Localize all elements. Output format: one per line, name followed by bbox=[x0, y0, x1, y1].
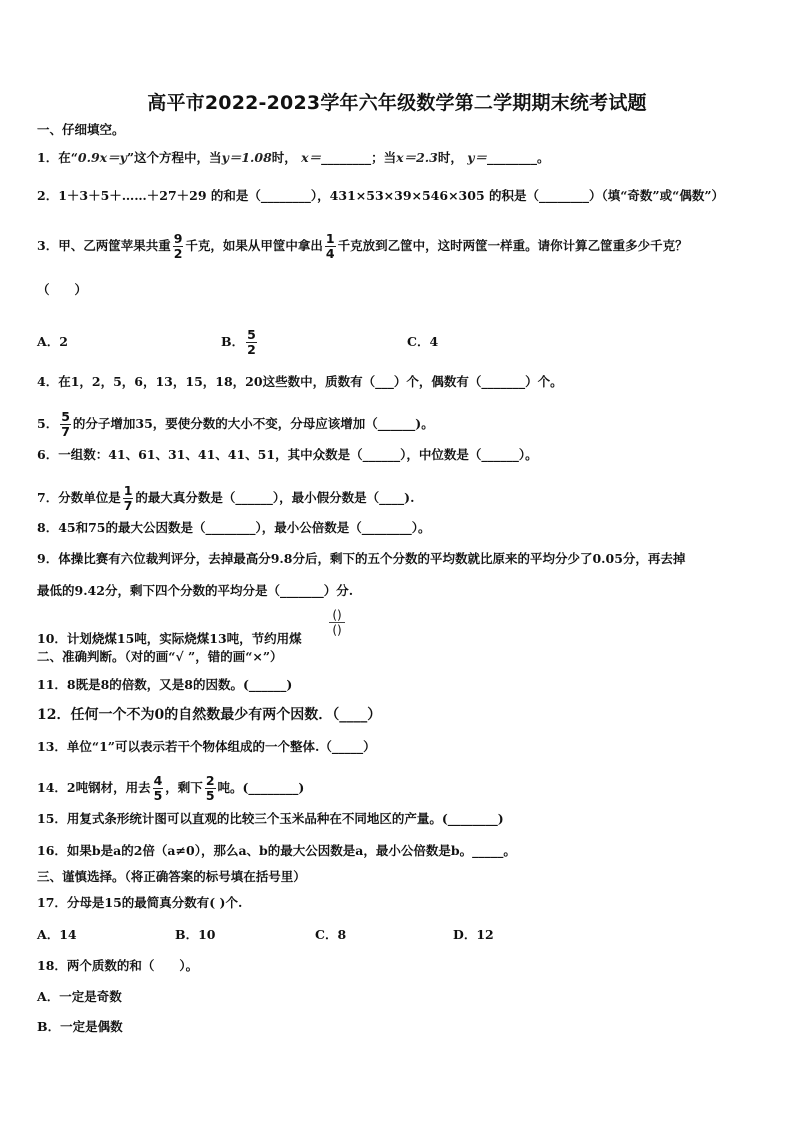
q3-option-b bbox=[221, 328, 407, 357]
question-9-line-2: 最低的9.42分，剩下四个分数的平均分是（_______）分. bbox=[37, 583, 354, 598]
q1-y-value: y＝1.08 bbox=[221, 150, 272, 165]
fraction-numerator: 2 bbox=[205, 773, 215, 788]
q1-text-e: 时， bbox=[437, 150, 463, 165]
question-13: 13．单位“1”可以表示若干个物体组成的一个整体.（_____） bbox=[37, 739, 376, 754]
q3-option-a: A．2 bbox=[37, 334, 68, 349]
fraction-denominator: 4 bbox=[325, 246, 335, 261]
q18-option-a: A．一定是奇数 bbox=[37, 989, 122, 1004]
q17-options bbox=[37, 927, 772, 943]
q7-fraction bbox=[123, 484, 134, 513]
fraction-denominator: 5 bbox=[205, 788, 215, 803]
fraction-numerator: () bbox=[329, 608, 345, 623]
q18-option-b: B．一定是偶数 bbox=[37, 1019, 123, 1034]
q3-fraction-moved bbox=[325, 232, 336, 261]
section-heading-1: 一、仔细填空。 bbox=[37, 122, 125, 137]
q3-text-a: 3．甲、乙两筐苹果共重 bbox=[37, 238, 171, 253]
q1-text-a: 1．在“ bbox=[37, 150, 78, 165]
q17-option-b: B．10 bbox=[175, 927, 216, 942]
q3-text-c: 千克放到乙筐中，这时两筐一样重。请你计算乙筐重多少千克？ bbox=[337, 238, 688, 253]
q1-equation: 0.9x＝y bbox=[77, 150, 127, 165]
q10-fraction bbox=[329, 608, 345, 637]
q14-text-b: ，剩下 bbox=[165, 780, 203, 795]
section-heading-2: 二、准确判断。（对的画“√ ”，错的画“×”） bbox=[37, 649, 283, 664]
q3-options bbox=[37, 328, 772, 357]
question-15: 15．用复式条形统计图可以直观的比较三个玉米品种在不同地区的产量。(________) bbox=[37, 811, 504, 826]
question-10: 10．计划烧煤15吨，实际烧煤13吨，节约用煤 bbox=[37, 631, 302, 646]
question-2: 2．1＋3＋5＋……＋27＋29 的和是（________），431×53×39×546×305 的积是（________）（填“奇数”或“偶数”） bbox=[37, 188, 725, 203]
q3-fraction-total bbox=[173, 232, 184, 261]
q14-fraction-left bbox=[205, 774, 216, 803]
q17-option-d: D．12 bbox=[453, 927, 494, 942]
question-9-line-1: 9．体操比赛有六位裁判评分，去掉最高分9.8分后，剩下的五个分数的平均数就比原来的平均分少了0.05分，再去掉 bbox=[37, 551, 686, 566]
q17-option-a: A．14 bbox=[37, 927, 77, 942]
q14-text-c: 吨。(________) bbox=[217, 780, 305, 795]
section-heading-3: 三、谨慎选择。（将正确答案的标号填在括号里） bbox=[37, 869, 306, 884]
fraction-numerator: 9 bbox=[173, 231, 183, 246]
question-17: 17．分母是15的最简真分数有( )个. bbox=[37, 895, 243, 910]
question-3 bbox=[37, 232, 772, 261]
fraction-numerator: 5 bbox=[61, 409, 70, 424]
q3-option-c: C．4 bbox=[407, 334, 439, 349]
q1-text-c: 时， bbox=[271, 150, 297, 165]
question-8: 8．45和75的最大公因数是（________），最小公倍数是（________）。 bbox=[37, 520, 431, 535]
question-12: 12．任何一个不为0的自然数最少有两个因数．（____） bbox=[37, 707, 382, 723]
q3-option-b-fraction bbox=[246, 328, 257, 357]
question-4: 4．在1，2，5，6，13，15，18，20这些数中，质数有（___）个，偶数有（_______）个。 bbox=[37, 374, 563, 389]
q14-text-a: 14．2吨钢材，用去 bbox=[37, 780, 151, 795]
q5-fraction bbox=[60, 410, 71, 439]
q1-blank-1: ________；当 bbox=[321, 150, 397, 165]
fraction-denominator: 2 bbox=[173, 246, 183, 261]
question-1 bbox=[37, 150, 772, 166]
q3-answer-paren: （ ） bbox=[37, 282, 88, 297]
q3-option-b-label: B． bbox=[221, 334, 245, 349]
q7-text-b: 的最大真分数是（______），最小假分数是（____). bbox=[135, 490, 415, 505]
question-14 bbox=[37, 774, 772, 803]
fraction-denominator: 7 bbox=[61, 424, 70, 439]
question-16: 16．如果b是a的2倍（a≠0），那么a、b的最大公因数是a，最小公倍数是b。_____。 bbox=[37, 843, 516, 858]
q1-text-b: ”这个方程中，当 bbox=[126, 150, 222, 165]
fraction-numerator: 1 bbox=[325, 231, 335, 246]
fraction-denominator: 2 bbox=[247, 342, 256, 357]
q5-number: 5． bbox=[37, 416, 59, 431]
question-5 bbox=[37, 410, 772, 439]
fraction-numerator: 5 bbox=[247, 327, 256, 342]
question-7 bbox=[37, 484, 772, 513]
fraction-numerator: 1 bbox=[123, 483, 133, 498]
fraction-denominator: 5 bbox=[153, 788, 163, 803]
q14-fraction-used bbox=[153, 774, 164, 803]
q7-text-a: 7．分数单位是 bbox=[37, 490, 121, 505]
fraction-denominator: 7 bbox=[123, 498, 133, 513]
fraction-numerator: 4 bbox=[153, 773, 163, 788]
fraction-denominator: () bbox=[332, 623, 342, 637]
question-6: 6．一组数：41、61、31、41、41、51，其中众数是（______），中位数是（______）。 bbox=[37, 447, 538, 462]
q17-option-c: C．8 bbox=[315, 927, 347, 942]
page-title: 高平市2022-2023学年六年级数学第二学期期末统考试题 bbox=[147, 92, 647, 114]
question-11: 11．8既是8的倍数，又是8的因数。(______) bbox=[37, 677, 293, 692]
question-18: 18．两个质数的和（ ）。 bbox=[37, 958, 199, 973]
q3-text-b: 千克，如果从甲筐中拿出 bbox=[185, 238, 323, 253]
q5-text: 的分子增加35，要使分数的大小不变，分母应该增加（______)。 bbox=[72, 416, 434, 431]
q1-y-label: y＝ bbox=[467, 150, 487, 165]
q1-x-value: x＝2.3 bbox=[396, 150, 438, 165]
q1-blank-2: ________。 bbox=[486, 150, 550, 165]
q1-x-label: x＝ bbox=[301, 150, 322, 165]
